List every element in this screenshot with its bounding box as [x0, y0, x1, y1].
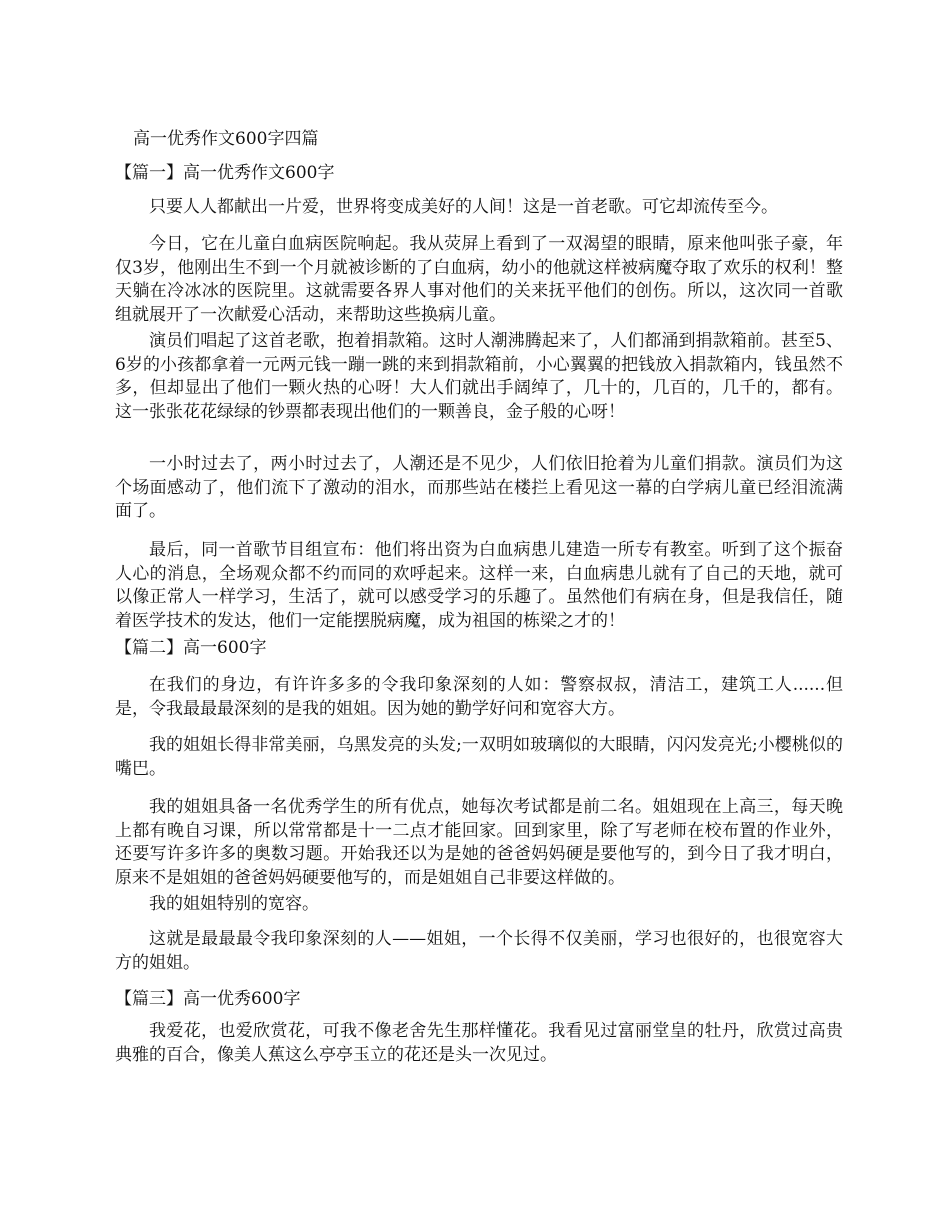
section-heading-3: 【篇三】高一优秀600字	[115, 989, 301, 1009]
section-heading-1: 【篇一】高一优秀作文600字	[115, 163, 335, 183]
section-heading-2: 【篇二】高一600字	[115, 638, 267, 658]
paragraph: 我的姐姐特别的宽容。	[149, 894, 319, 914]
paragraph: 在我们的身边，有许许多多的令我印象深刻的人如：警察叔叔，清洁工，建筑工人......但是，令我最最最深刻的是我的姐姐。因为她的勤学好问和宽容大方。	[115, 675, 843, 719]
paragraph: 我爱花，也爱欣赏花，可我不像老舍先生那样懂花。我看见过富丽堂皇的牡丹，欣赏过高贵典雅的百合，像美人蕉这么亭亭玉立的花还是头一次见过。	[115, 1021, 843, 1065]
paragraph: 演员们唱起了这首老歌，抱着捐款箱。这时人潮沸腾起来了，人们都涌到捐款箱前。甚至5、6岁的小孩都拿着一元两元钱一蹦一跳的来到捐款箱前，小心翼翼的把钱放入捐款箱内，钱虽然不多，但却显出了他们一颗火热的心呀！大人们就出手阔绰了，几十的，几百的，几千的，都有。这一张张花花绿绿的钞票都表现出他们的一颗善良，金子般的心呀！	[115, 331, 843, 422]
paragraph: 我的姐姐具备一名优秀学生的所有优点，她每次考试都是前二名。姐姐现在上高三，每天晚上都有晚自习课，所以常常都是十一二点才能回家。回到家里，除了写老师在校布置的作业外，还要写许多许多的奥数习题。开始我还以为是她的爸爸妈妈硬是要他写的，到今日了我才明白，原来不是姐姐的爸爸妈妈硬要他写的，而是姐姐自己非要这样做的。	[115, 797, 843, 888]
paragraph: 我的姐姐长得非常美丽，乌黑发亮的头发;一双明如玻璃似的大眼睛，闪闪发亮光;小樱桃似的嘴巴。	[115, 735, 843, 779]
paragraph: 今日，它在儿童白血病医院响起。我从荧屏上看到了一双渴望的眼睛，原来他叫张子豪，年仅3岁，他刚出生不到一个月就被诊断的了白血病，幼小的他就这样被病魔夺取了欢乐的权利！整天躺在冷冰冰的医院里。这就需要各界人事对他们的关来抚平他们的创伤。所以，这次同一首歌组就展开了一次献爱心活动，来帮助这些换病儿童。	[115, 234, 843, 325]
paragraph: 一小时过去了，两小时过去了，人潮还是不见少，人们依旧抢着为儿童们捐款。演员们为这个场面感动了，他们流下了激动的泪水，而那些站在楼拦上看见这一幕的白学病儿童已经泪流满面了。	[115, 454, 843, 522]
paragraph: 最后，同一首歌节目组宣布：他们将出资为白血病患儿建造一所专有教室。听到了这个振奋人心的消息，全场观众都不约而同的欢呼起来。这样一来，白血病患儿就有了自己的天地，就可以像正常人一样学习，生活了，就可以感受学习的乐趣了。虽然他们有病在身，但是我信任，随着医学技术的发达，他们一定能摆脱病魔，成为祖国的栋梁之才的！	[115, 540, 843, 631]
paragraph: 只要人人都献出一片爱，世界将变成美好的人间！这是一首老歌。可它却流传至今。	[149, 197, 778, 217]
paragraph: 这就是最最最令我印象深刻的人——姐姐，一个长得不仅美丽，学习也很好的，也很宽容大方的姐姐。	[115, 929, 843, 973]
document-title: 高一优秀作文600字四篇	[133, 129, 319, 149]
